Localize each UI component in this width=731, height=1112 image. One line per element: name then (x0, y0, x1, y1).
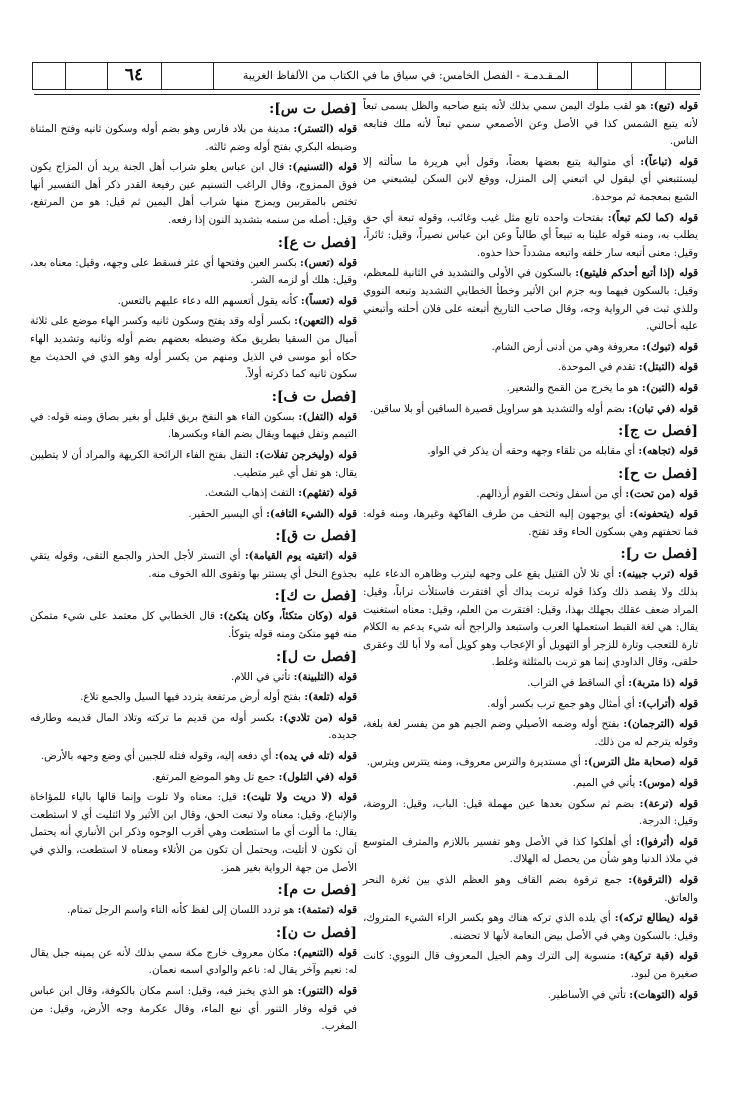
dictionary-entry (363, 506, 698, 541)
dictionary-entry (30, 485, 357, 503)
entry-headword: قوله (موس): (638, 777, 698, 789)
entry-definition: بكسر أوله من قديم ما تركته وتلاد المال قديمه وطارفه جديده. (30, 711, 357, 742)
entry-headword: قوله (التبتل): (638, 361, 698, 374)
entry-headword: قوله (التفل): (298, 410, 357, 423)
entry-headword: قوله (في التلول): (278, 770, 357, 783)
section-heading: [فصل ت ع]: (277, 234, 357, 251)
entry-definition: مدينة من بلاد فارس وهو بضم أوله وسكون ثانيه وفتح المثناة وضبطه البكري بفتح أوله وضم ثالثه. (30, 123, 357, 153)
entry-headword: قوله (تعساً): (300, 294, 357, 307)
entry-headword: قوله (تباعاً): (640, 155, 699, 168)
entry-headword: قوله (تجاهه): (638, 445, 698, 458)
section-heading: [فصل ت ف]: (271, 388, 357, 405)
entry-headword: قوله (الترجمان): (623, 718, 698, 731)
dictionary-entry (363, 948, 698, 983)
entry-definition: بفتح أوله وضمه الأصيلي وضم الجيم هو من يفسر لغة بلغة، وقوله يترجم له من ذلك. (363, 718, 698, 748)
entry-headword: قوله (التنور): (297, 984, 357, 997)
dictionary-entry (363, 486, 698, 504)
entry-definition: معروفة وهي من أدنى أرض الشام. (491, 340, 639, 353)
dictionary-entry (363, 872, 698, 907)
entry-headword: قوله (صحابة مثل الترس): (584, 756, 698, 769)
section-heading: [فصل ت ك]: (274, 588, 357, 605)
section-heading: [فصل ت ن]: (275, 924, 357, 941)
entry-headword: قوله (وكان متكئاً، وكان يتكئ): (219, 610, 357, 623)
entry-definition: أي مستديرة والترس معروف، ومنه يتترس ويترس. (366, 756, 581, 769)
header-divider (65, 63, 66, 89)
entry-definition: بالسكون في الأولى والتشديد في الثانية للمعظم، وقيل: بالسكون فيهما وبه جزم ابن الأثير وخطأ الخطابي التشديد وتبعه النووي وللذي ثبت في الرواية وجه، وقال صاحب التاريخ أتبعته على فلان أحلته وأتبعني عليه أحالني. (363, 267, 698, 333)
entry-definition: قيل: معناه ولا تلوت وإنما قالها بالياء للمؤاخاة والإتباع، وقيل: معناه ولا تبعت الحق، وقال ابن الأثير ولا ائتليت أي لا استطعت يقال: ما ألوت أي ما استطعت وهي أقرب الوجوه وذكر ابن الأنباري أنه يحتمل أن تكون لا أتليت، ويحتمل أن تكون من الأتلاء ومعناه لا استطعت، والذي في الأصل من جهة الرواية بغير همز. (30, 791, 357, 874)
entry-definition: هو ما يخرج من القمح والشعير. (506, 381, 639, 394)
dictionary-entry (363, 265, 698, 335)
dictionary-entry (30, 121, 357, 156)
entry-definition: جمع ترقوة بضم القاف وهو العظم الذي بين ثغرة النحر والعاتق. (363, 873, 698, 904)
entry-headword: قوله (ترب جبينه): (617, 568, 698, 581)
entry-headword: قوله (قبة تركية): (620, 950, 698, 963)
entry-headword: قوله (وليخرجن تفلات): (255, 448, 357, 461)
entry-definition: منسوبة إلى الترك وهم الجيل المعروف قال النووي: كانت صغيرة من لبود. (363, 950, 698, 980)
dictionary-entry (363, 339, 698, 357)
entry-headword: قوله (ترعة): (639, 797, 699, 810)
running-header (32, 62, 701, 90)
entry-definition: أي أمثال وهو جمع ترب بكسر أوله. (487, 697, 635, 710)
dictionary-entry (363, 910, 698, 945)
entry-definition: أي تلا لأن القتيل يقع على وجهه ليترب وظاهره الدعاء عليه بذلك ولا يقصد ذلك وكذا قوله تربت يداك أي افتقرت فاستلأت تراباً، وقيل: المراد ضعف عقلك بجهلك بهذا، وقيل: افتقرت من العلم، وقيل: معناه استغنيت يقال: هي لغة القبط استعملها العرب واستبعد والراجح أنه شيء يدعم به الكلام تارة للتعجب وتارة للزجر أو التهويل أو الإعجاب وهو كويل أمه ولا أبا لك وعقرى حلقى، وقال الداودي إنما هو تربت بالمثلثة وغلط. (363, 568, 698, 669)
dictionary-entry (30, 506, 357, 524)
section-heading: [فصل ت ج]: (618, 423, 698, 440)
entry-definition: بضم أوله والتشديد هو سراويل قصيرة الساقين أو بلا ساقين. (369, 402, 625, 415)
entry-definition: يأتي في الميم. (572, 777, 636, 789)
entry-definition: قال ابن عباس يعلو شراب أهل الجنة يريد أن المزاج يكون فوق الممزوج، وقال الراغب التسنيم عين رفيعة القدر ذكر أهل التفسير أنها تختص بالمقربين ويمزج منها شراب أهل اليمين ثم قيل: هو من المرتفع، وقيل: أصله من سنمه بتشديد النون إذا رفعه. (30, 161, 357, 226)
dictionary-entry (363, 754, 698, 772)
entry-headword: قوله (من تحت): (625, 487, 698, 500)
section-heading: [فصل ت ر]: (620, 546, 698, 563)
dictionary-entry (363, 443, 698, 461)
dictionary-entry (30, 409, 357, 444)
entry-headword: قوله (في تبان): (628, 402, 698, 415)
dictionary-entry (363, 98, 698, 151)
entry-definition: أي التستر لأجل الحذر والجمع التقى، وقوله يتقي بجذوع النخل أي يستتر بها وتقوى الله الخوف منه. (30, 550, 357, 580)
running-title: المـقـدمـة - الفصل الخامس: في سياق ما في الكتاب من الألفاظ الغريبة (242, 69, 570, 82)
entry-headword: قوله (الترقوة): (628, 873, 698, 886)
right-column (363, 98, 698, 1007)
entry-definition: كأنه يقول أتعسهم الله دعاء عليهم بالتعس. (117, 294, 298, 307)
entry-headword: قوله (ذا متربة): (628, 677, 698, 690)
entry-definition: بفتحات واحده تابع مثل غيب وغائب، وقوله تبعة أي حق يطلب به، ومنه قوله علينا به تبيعاً أي طالباً وعن ابن عباس نصيراً، وقيل: ثائراً، وقيل: معنى أتبعه سار خلفه واتبعه مشدداً حذا حذوه. (363, 211, 698, 259)
entry-headword: قوله (لا دريت ولا تليت): (242, 791, 357, 804)
header-divider (213, 63, 214, 89)
section-heading: [فصل ت ق]: (275, 528, 357, 545)
dictionary-entry (363, 566, 698, 672)
entry-definition: أي يوجهون إليه التحف من طرف الفاكهة وغيرها، ومنه قوله: فما تحفتهم وهي بسكون الحاء وقد تفتح. (363, 508, 698, 538)
entry-definition: أي يلده الذي تركه هناك وهو بكسر الراء الشيء المتروك، وقيل: بالسكون وهي في الأصل بيض النعامة لأنها لا تحضنه. (363, 912, 698, 942)
dictionary-entry (30, 789, 357, 877)
section-heading: [فصل ت ح]: (618, 465, 698, 482)
dictionary-entry (30, 983, 357, 1036)
dictionary-entry (30, 293, 357, 311)
dictionary-entry (363, 987, 698, 1005)
dictionary-entry (30, 548, 357, 583)
entry-definition: قال الخطابي كل معتمد على شيء متمكن منه فهو متكئ ومنه قوله يتوكأ. (30, 610, 357, 641)
section-heading: [فصل ت م]: (277, 882, 357, 899)
header-divider (161, 63, 162, 89)
entry-headword: قوله (التلبينة): (293, 670, 357, 683)
entry-definition: تأتي في الأساطير. (547, 988, 626, 1001)
dictionary-entry (30, 945, 357, 980)
dictionary-entry (30, 689, 357, 707)
entry-definition: بضم ثم سكون بعدها عين مهملة قيل: الباب، وقيل: الروضة، وقيل: الدرجة. (363, 797, 698, 828)
entry-definition: أي أهلكوا كذا في الأصل وهو تفسير باللازم والمترف المتوسع في ملاذ الدنيا وهو شأن من يحصل له الهلاك. (363, 835, 698, 866)
entry-headword: قوله (أتراب): (638, 697, 698, 710)
entry-definition: جمع تل وهو الموضع المرتفع. (152, 770, 276, 783)
dictionary-entry (30, 447, 357, 482)
entry-headword: قوله (تعس): (299, 256, 357, 269)
entry-headword: قوله (التبن): (641, 381, 698, 394)
entry-definition: بكسر أوله وقد يفتح وسكون ثانيه وكسر الهاء موضع على ثلاثة أميال من السقيا بطريق مكة وضبطه بعضهم بضم أوله وثانيه وتشديد الهاء حكاه أبو موسى في الذيل ومنهم من يكسر أوله وهو الذي في الحديث مع سكون ثانيه كما ذكرته أولاً. (30, 315, 357, 381)
dictionary-entry (30, 902, 357, 920)
dictionary-entry (30, 255, 357, 290)
entry-definition: أي مقابله من تلقاء وجهه وحقه أن يذكر في الواو. (427, 445, 636, 458)
section-heading: [فصل ت ل]: (276, 648, 357, 665)
entry-headword: قوله (أترفوا): (636, 835, 698, 848)
entry-headword: قوله (كما لكم تبعاً): (607, 211, 698, 224)
entry-definition: بكسر العين وفتحها أي عثر فسقط على وجهه، وقيل: معناه بعد، وقيل: هلك أو لزمه الشر. (30, 256, 357, 287)
entry-headword: قوله (تله في يده): (274, 750, 357, 763)
entry-headword: قوله (التنعيم): (293, 946, 357, 959)
dictionary-entry (363, 210, 698, 263)
dictionary-entry (30, 669, 357, 687)
entry-definition: بفتح أوله أرض مرتفعة يتردد فيها السيل والجمع تلاع. (80, 691, 301, 704)
entry-headword: قوله (التوهات): (629, 988, 698, 1001)
entry-headword: قوله (إذا أتبع أحدكم فليتبع): (575, 267, 698, 280)
entry-definition: أي متوالية يتبع بعضها بعضاً، وقول أبي هريرة ما سألته إلا ليستتبعني أي ليقول لي اتبعني إلى المنزل، ووقع لابن السكن ليشبعني من الشبع بمعجمة ثم موحدة. (363, 155, 698, 203)
entry-headword: قوله (التعهن): (294, 315, 357, 328)
entry-headword: قوله (تبوك): (642, 340, 698, 353)
dictionary-entry (30, 748, 357, 766)
entry-headword: قوله (تمتمة): (297, 904, 357, 917)
header-divider (665, 63, 666, 89)
dictionary-entry (363, 359, 698, 377)
entry-definition: أي دفعه إليه، وقوله فتله للجبين أي وضع وجهه بالأرض. (40, 750, 272, 763)
header-rule (34, 94, 700, 95)
entry-definition: تأتي في اللام. (231, 670, 291, 683)
page-number: ٦٤ (124, 65, 144, 85)
entry-definition: هو لقب ملوك اليمن سمي بذلك لأنه يتبع صاحبه والظل يسمى تبعاً لأنه يتبع الشمس كذا في الأصل وعن الأصمعي سمي تبعاً لأنه ملك فتابعه الناس. (363, 100, 698, 148)
dictionary-entry (363, 775, 698, 793)
entry-definition: أي الساقط في التراب. (527, 677, 625, 690)
dictionary-entry (363, 796, 698, 831)
entry-definition: هو تردد اللسان إلى لفظ كأنه التاء واسم الرجل تمتام. (66, 904, 295, 917)
header-divider (631, 63, 632, 89)
dictionary-entry (363, 380, 698, 398)
dictionary-entry (30, 710, 357, 745)
entry-definition: هو الذي يخبز فيه، وقيل: اسم مكان بالكوفة، وقال ابن عباس في قوله وفار التنور أي نبع الماء، وقال عكرمة وجه الأرض، وقيل: من المغرب. (30, 984, 357, 1033)
entry-headword: قوله (تفثهم): (298, 487, 357, 500)
entry-headword: قوله (تبع): (650, 100, 698, 112)
dictionary-entry (30, 769, 357, 787)
entry-definition: تقدم في الموحدة. (557, 361, 636, 374)
dictionary-entry (363, 675, 698, 693)
entry-headword: قوله (التسنيم): (288, 161, 357, 174)
dictionary-entry (363, 716, 698, 751)
header-divider (597, 63, 598, 89)
entry-definition: أي اليسير الحقير. (188, 507, 263, 520)
entry-definition: مكان معروف خارج مكة سمي بذلك لأنه عن يمينه جبل يقال له: نعيم وآخر يقال له: ناعم والوادي اسمه نعمان. (30, 946, 357, 977)
entry-headword: قوله (يطالع تركه): (614, 912, 699, 925)
entry-headword: قوله (اتقيته يوم القيامة): (244, 550, 357, 563)
entry-headword: قوله (التستر): (293, 123, 357, 135)
entry-headword: قوله (من تلادي): (279, 711, 357, 724)
dictionary-entry (30, 159, 357, 229)
left-column (30, 98, 357, 1039)
dictionary-entry (30, 313, 357, 383)
entry-definition: بسكون الفاء هو النفخ بريق قليل أو بغير بصاق ومنه قوله: في التيمم وتفل فيهما ويقال بضم الفاء وبكسرها. (30, 410, 357, 441)
entry-definition: أي من أسفل وتحت القوم أرذالهم. (476, 487, 623, 500)
entry-headword: قوله (الشيء التافه): (266, 507, 357, 520)
entry-headword: قوله (يتحفونه): (629, 508, 698, 521)
entry-headword: قوله (تلعة): (304, 691, 357, 704)
dictionary-entry (30, 608, 357, 643)
section-heading: [فصل ت س]: (269, 101, 357, 117)
dictionary-entry (363, 834, 698, 869)
entry-definition: التفث إذهاب الشعث. (204, 487, 295, 500)
dictionary-entry (363, 696, 698, 714)
dictionary-entry (363, 154, 698, 207)
dictionary-entry (363, 401, 698, 419)
entry-definition: التفل بفتح الفاء الرائحة الكريهة والمراد أن لا يتطيبن يقال: هو تفل أي غير متطيب. (30, 448, 357, 479)
